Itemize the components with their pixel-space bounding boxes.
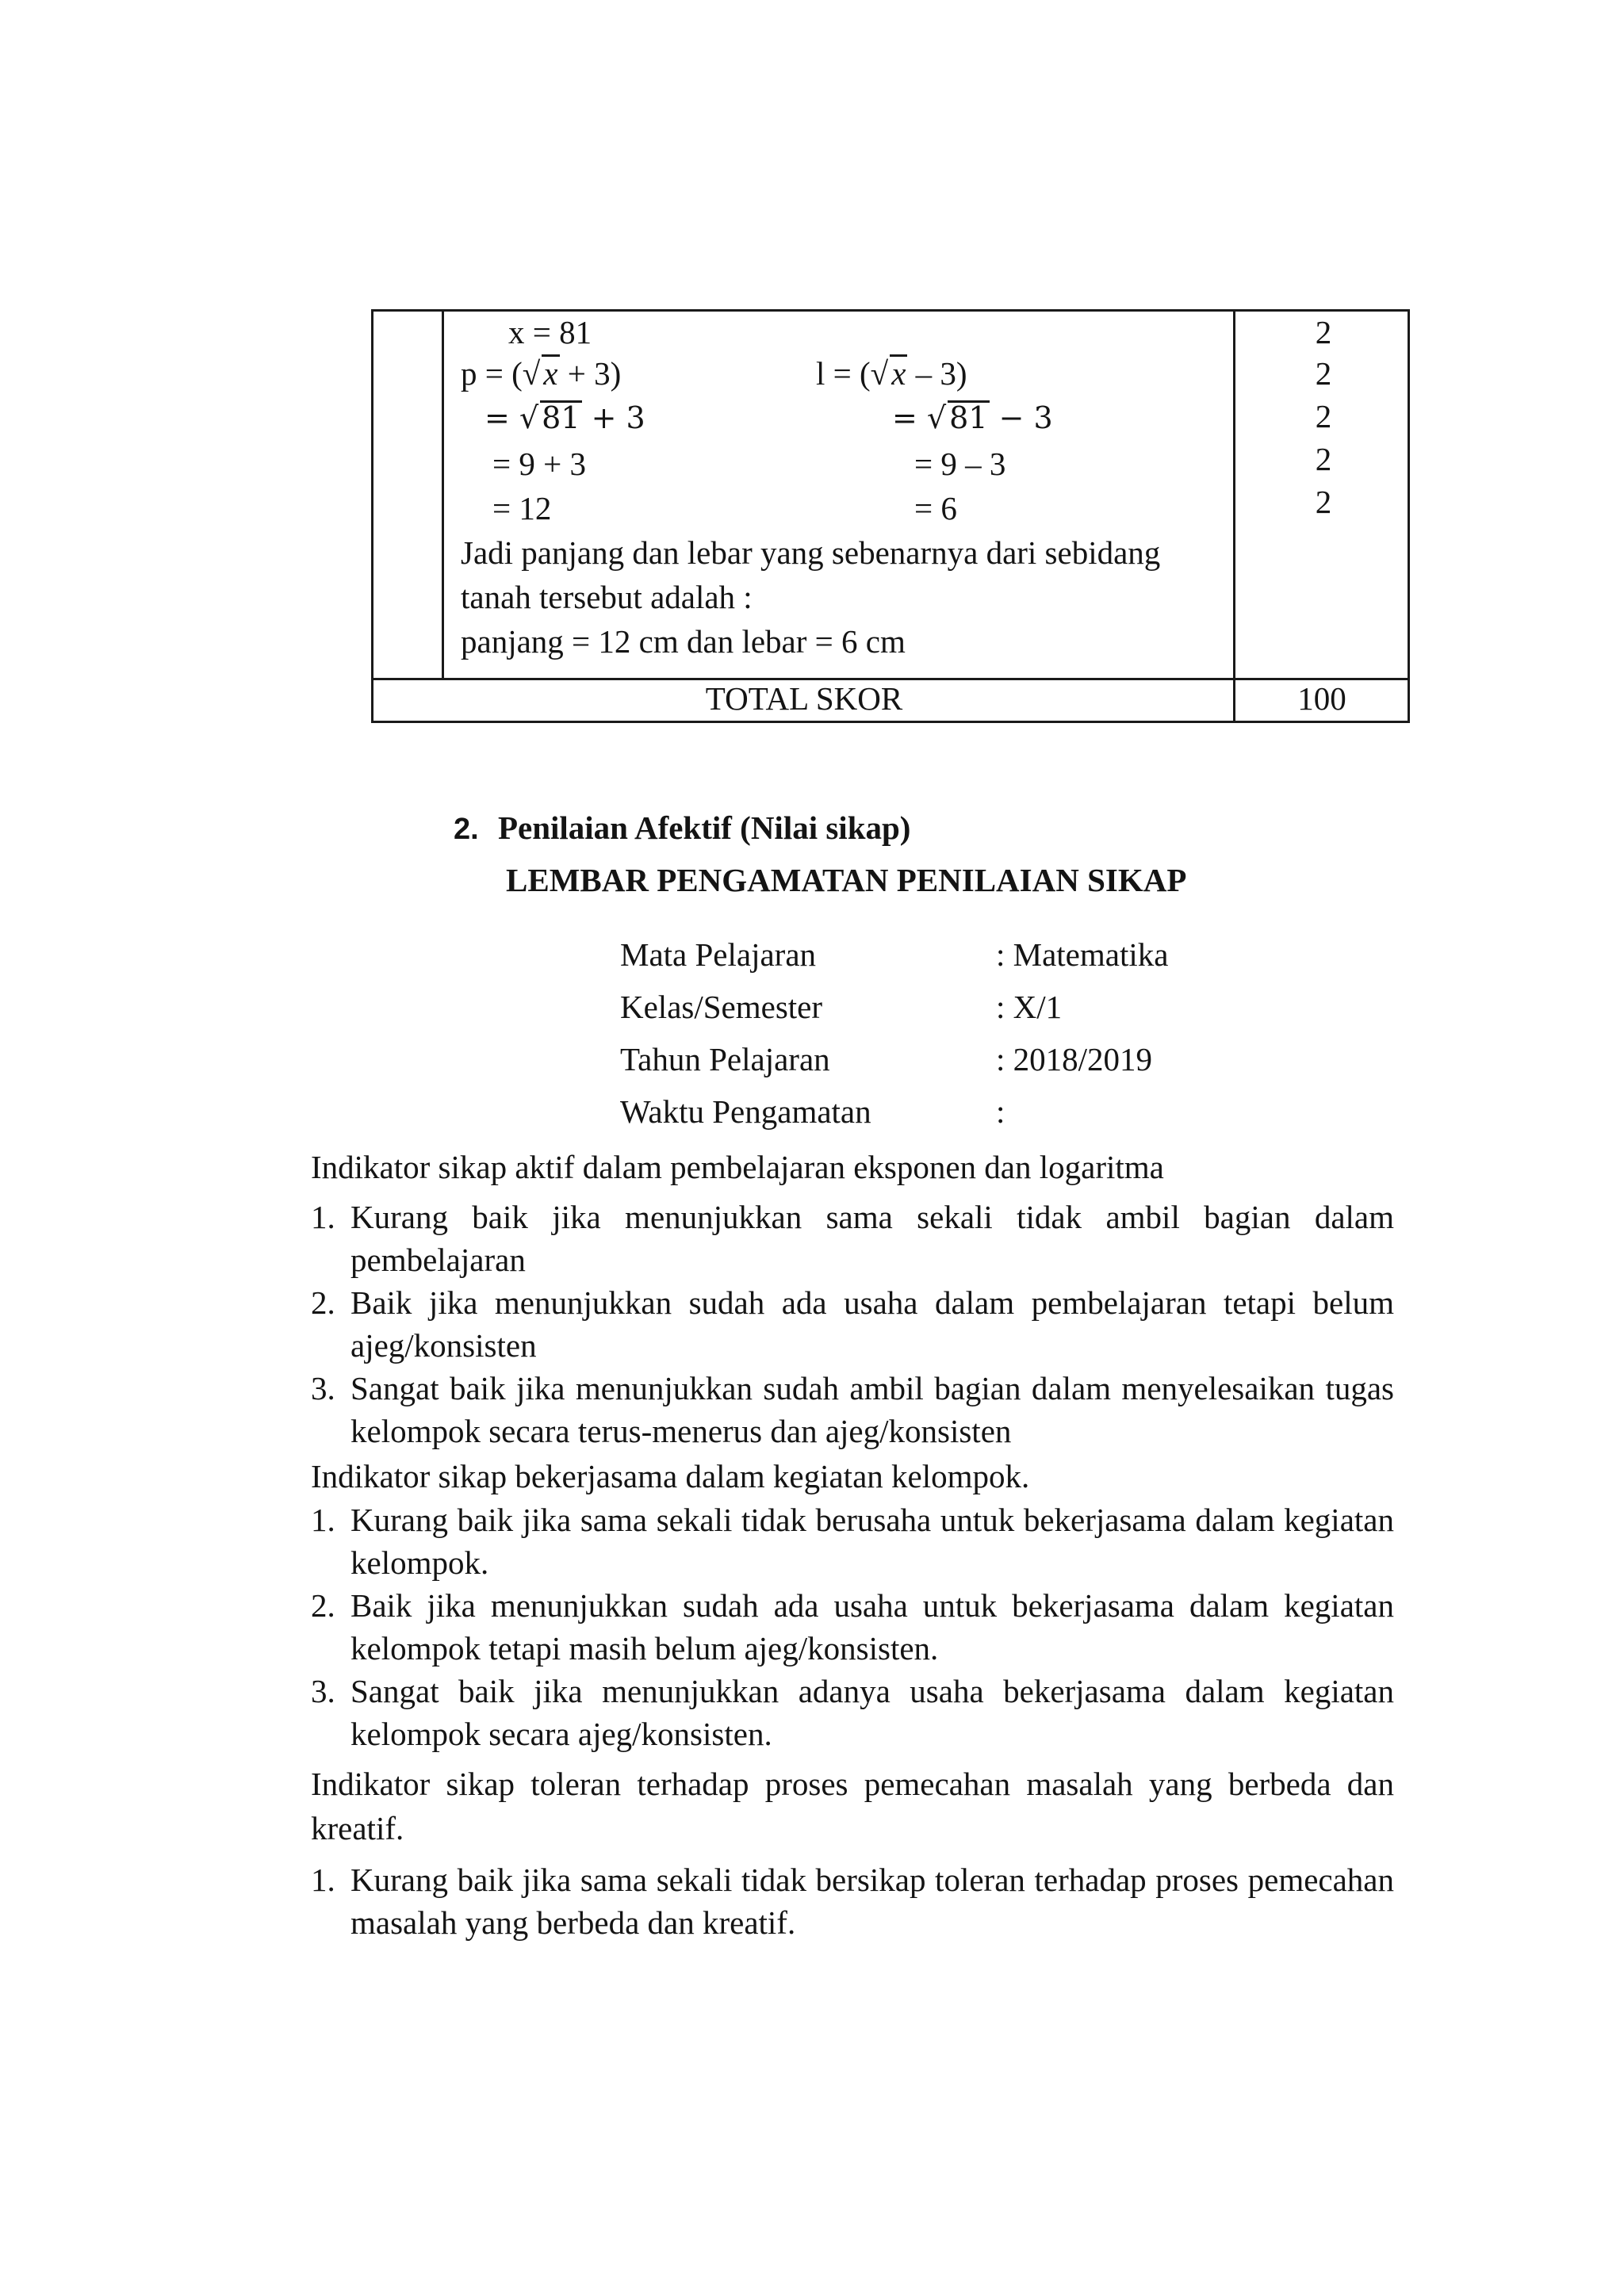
- eq-x: x = 81: [508, 314, 592, 350]
- eq-p-def-pre: p = (: [461, 355, 523, 392]
- list-number: 2.: [311, 1284, 335, 1321]
- score-value: 2: [1315, 355, 1332, 392]
- indicator-block-1: [311, 1146, 1394, 1188]
- section-heading: [454, 807, 910, 849]
- eq-p-def-post: + 3): [559, 355, 622, 392]
- list-text: Sangat baik jika menunjukkan sudah ambil bagian dalam menyelesaikan tugas kelompok secara terus-menerus dan ajeg/konsisten: [350, 1370, 1394, 1449]
- eq-p-step1: [485, 399, 645, 438]
- radicand-81-l: 81: [949, 400, 988, 435]
- list-number: 1.: [311, 1199, 335, 1235]
- list-text: Baik jika menunjukkan sudah ada usaha dalam pembelajaran tetapi belum ajeg/konsisten: [350, 1284, 1394, 1364]
- eq-l-def-pre: l = (: [816, 355, 871, 392]
- indicator-2-list: [311, 1498, 1394, 1755]
- eq-l-step2: = 9 – 3: [914, 446, 1006, 482]
- list-text: Baik jika menunjukkan sudah ada usaha untuk bekerjasama dalam kegiatan kelompok tetapi masih belum ajeg/konsisten.: [350, 1587, 1394, 1667]
- list-item: [311, 1498, 1394, 1584]
- list-item: [311, 1584, 1394, 1670]
- info-label: Tahun Pelajaran: [620, 1041, 830, 1077]
- list-item: [311, 1281, 1394, 1367]
- table-divider-left: [442, 312, 444, 678]
- score-value: 2: [1315, 441, 1332, 477]
- eq-l-step3: = 6: [914, 490, 957, 526]
- eq-l-def-post: – 3): [907, 355, 967, 392]
- info-value: :: [996, 1093, 1005, 1130]
- indicator-title: Indikator sikap aktif dalam pembelajaran eksponen dan logaritma: [311, 1149, 1164, 1185]
- list-item: [311, 1367, 1394, 1452]
- eq-l-definition: [816, 353, 967, 395]
- list-number: 3.: [311, 1370, 335, 1406]
- info-value: : 2018/2019: [996, 1041, 1153, 1077]
- eq-l-step1-pre: =: [892, 400, 917, 435]
- score-value: 2: [1315, 484, 1332, 520]
- table-divider-right: [1233, 312, 1235, 723]
- list-text: Kurang baik jika menunjukkan sama sekali tidak ambil bagian dalam pembelajaran: [350, 1199, 1394, 1278]
- conclusion-line-2: tanah tersebut adalah :: [461, 579, 753, 615]
- eq-l-step1: [892, 399, 1053, 438]
- list-item: [311, 1670, 1394, 1755]
- info-label: Kelas/Semester: [620, 989, 823, 1025]
- list-text: Kurang baik jika sama sekali tidak berusaha untuk bekerjasama dalam kegiatan kelompok.: [350, 1502, 1394, 1581]
- score-table: [371, 309, 1410, 723]
- info-value: : Matematika: [996, 936, 1169, 973]
- list-item: [311, 1858, 1394, 1944]
- info-value: : X/1: [996, 989, 1063, 1025]
- list-number: 2.: [311, 1587, 335, 1624]
- eq-l-step1-post: − 3: [989, 400, 1053, 435]
- radicand-81-p: 81: [542, 400, 580, 435]
- list-text: Kurang baik jika sama sekali tidak bersikap toleran terhadap proses pemecahan masalah yang berbeda dan kreatif.: [350, 1862, 1394, 1941]
- indicator-title: Indikator sikap bekerjasama dalam kegiatan kelompok.: [311, 1458, 1030, 1494]
- conclusion-line-3: panjang = 12 cm dan lebar = 6 cm: [461, 623, 906, 660]
- indicator-1-list: [311, 1196, 1394, 1452]
- total-score-value: 100: [1297, 680, 1346, 717]
- eq-p-step2: = 9 + 3: [492, 446, 586, 482]
- eq-p-step3: = 12: [492, 490, 552, 526]
- radicand-x-p: x: [543, 355, 558, 392]
- indicator-title: Indikator sikap toleran terhadap proses pemecahan masalah yang berbeda dan kreatif.: [311, 1766, 1394, 1846]
- indicator-block-3: [311, 1762, 1394, 1850]
- conclusion-line-1: Jadi panjang dan lebar yang sebenarnya dari sebidang: [461, 534, 1161, 571]
- sqrt-81-p: √ 81: [519, 400, 580, 435]
- eq-p-step1-post: + 3: [581, 400, 645, 435]
- indicator-3-list: [311, 1858, 1394, 1944]
- list-text: Sangat baik jika menunjukkan adanya usaha bekerjasama dalam kegiatan kelompok secara ajeg/konsisten.: [350, 1673, 1394, 1752]
- eq-p-step1-pre: =: [485, 400, 510, 435]
- section-number: 2.: [454, 813, 479, 846]
- list-number: 1.: [311, 1502, 335, 1538]
- score-value: 2: [1315, 398, 1332, 434]
- sheet-title: LEMBAR PENGAMATAN PENILAIAN SIKAP: [506, 862, 1187, 898]
- sqrt-x-l: √x: [870, 355, 906, 392]
- section-title: Penilaian Afektif (Nilai sikap): [497, 809, 911, 846]
- radicand-x-l: x: [891, 355, 906, 392]
- sqrt-x-p: √x: [522, 355, 558, 392]
- score-value: 2: [1315, 314, 1332, 350]
- info-label: Mata Pelajaran: [620, 936, 817, 973]
- eq-p-definition: [461, 353, 621, 395]
- list-number: 1.: [311, 1862, 335, 1898]
- sqrt-81-l: √ 81: [926, 400, 988, 435]
- indicator-block-2: [311, 1456, 1394, 1498]
- total-score-label: TOTAL SKOR: [705, 680, 903, 717]
- info-label: Waktu Pengamatan: [620, 1093, 871, 1130]
- list-item: [311, 1196, 1394, 1281]
- list-number: 3.: [311, 1673, 335, 1709]
